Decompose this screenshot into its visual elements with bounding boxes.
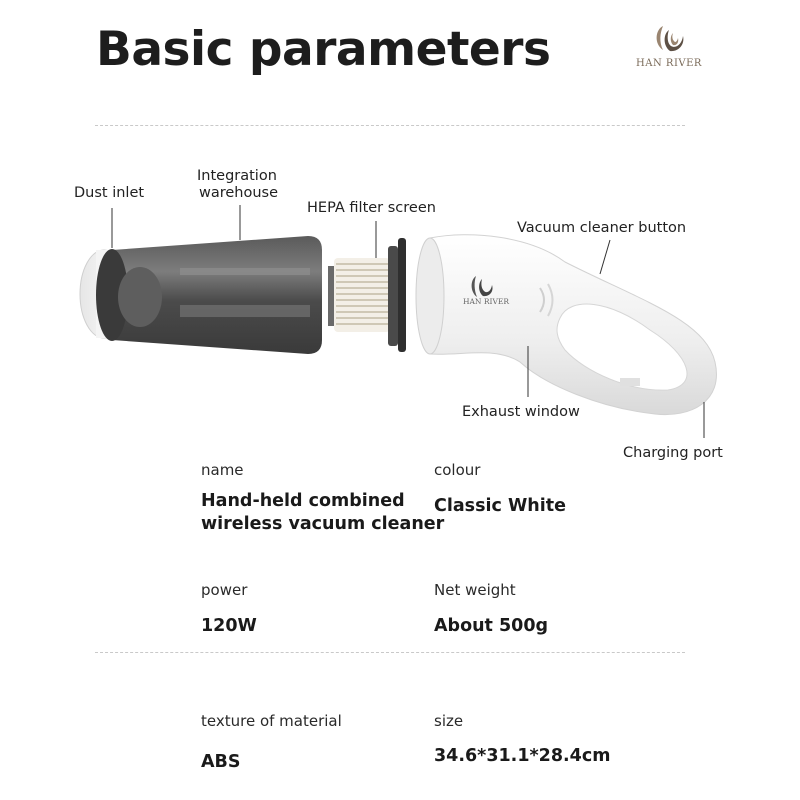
spec-value-size: 34.6*31.1*28.4cm [434,746,611,766]
spec-value-colour: Classic White [434,496,566,516]
spec-value-name-line2: wireless vacuum cleaner [201,514,445,534]
product-logo-text: HAN RIVER [462,297,510,306]
dust-bin-part [96,236,322,354]
spec-label-size: size [434,712,464,730]
main-body-part [416,235,716,415]
divider-middle [95,652,685,653]
spec-label-power: power [201,581,248,599]
spec-value-name-line1: Hand-held combined [201,491,405,511]
spec-label-colour: colour [434,461,481,479]
callout-vacuum-button: Vacuum cleaner button [517,220,687,236]
page-title: Basic parameters [96,22,551,77]
callout-integration-warehouse-line1: Integration [197,168,277,184]
spec-value-power: 120W [201,616,257,636]
brand-name: HAN RIVER [636,58,702,69]
spec-label-material: texture of material [201,712,342,730]
spec-label-net-weight: Net weight [434,581,516,599]
callout-integration-warehouse-line2: warehouse [199,185,279,201]
hepa-filter-part [328,238,406,352]
spec-value-material: ABS [201,752,241,772]
spec-label-name: name [201,461,244,479]
callout-charging-port: Charging port [623,445,723,461]
callout-hepa-filter: HEPA filter screen [307,200,436,216]
spec-value-net-weight: About 500g [434,616,549,636]
callout-exhaust-window: Exhaust window [462,404,580,420]
callout-dust-inlet: Dust inlet [74,185,145,201]
